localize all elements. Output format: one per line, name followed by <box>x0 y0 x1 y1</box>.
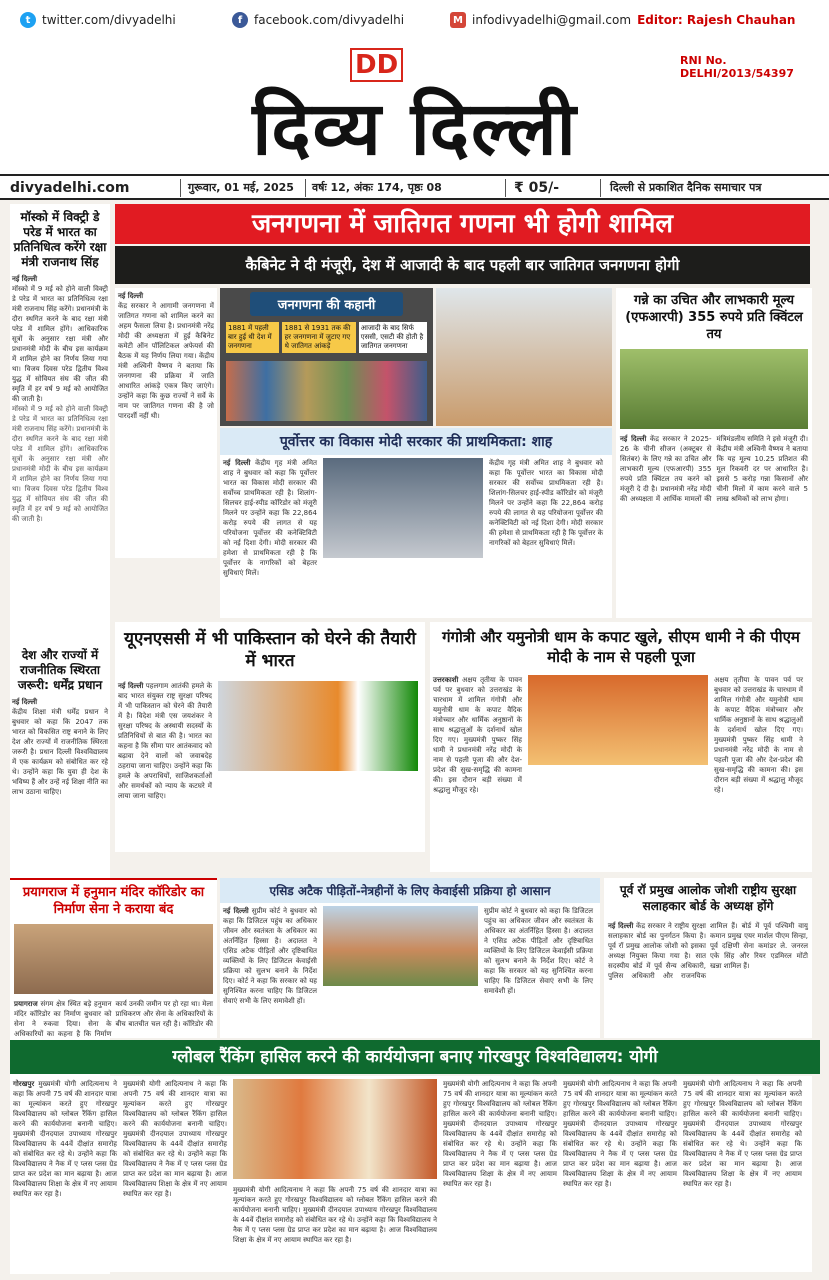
shah-body: केंद्रीय गृह मंत्री अमित शाह ने बुधवार को कहा कि पूर्वोत्तर भारत का विकास मोदी सरकार की सर्वोच्च प्राथमिकता रही है। शिलांग-सिलचर हाई-स्पीड कॉरिडोर को मंजूरी मिलने पर उन्होंने कहा कि 22,864 करोड़ रुपये की लागत से यह परियोजना पूर्वोत्तर की कनेक्टिविटी को नई दिशा देगी। मोदी सरकार की हमेशा से प्राथमिकता रही है कि पूर्वोत्तर के नागरिकों को बेहतर सुविधाएं मिलें। <box>223 459 318 577</box>
top-contact-bar <box>0 0 829 42</box>
mail-icon: M <box>450 12 466 28</box>
acid-body-cont: सुप्रीम कोर्ट ने बुधवार को कहा कि डिजिटल पहुंच का अधिकार जीवन और स्वतंत्रता के अधिकार का अंतर्निहित हिस्सा है। अदालत ने एसिड अटैक पीड़ितों और दृष्टिबाधित व्यक्तियों के लिए डिजिटल केवाईसी प्रक्रिया को सुलभ बनाने के निर्देश दिए। कोर्ट ने कहा कि सरकार को यह सुनिश्चित करना चाहिए कि डिजिटल सेवाएं सभी के लिए समावेशी हों। <box>484 907 593 995</box>
shah-dateline: नई दिल्ली <box>223 459 251 467</box>
gorakhpur-body-4: मुख्यमंत्री योगी आदित्यनाथ ने कहा कि अपनी 75 वर्ष की शानदार यात्रा का मूल्यांकन करते हुए गोरखपुर विश्वविद्यालय को ग्लोबल रैंकिंग हासिल करने की कार्ययोजना बनानी चाहिए। मुख्यमंत्री दीनदयाल उपाध्याय गोरखपुर विश्वविद्यालय के 44वें दीक्षांत समारोह को संबोधित कर रहे थे। उन्होंने कहा कि विश्वविद्यालय ने नैक में ए प्लस प्लस ग्रेड प्राप्त कर प्रदेश का मान बढ़ाया है। आज विश्वविद्यालय शिक्षा के क्षेत्र में नए आयाम स्थापित कर रहा है। <box>443 1080 557 1188</box>
price: ₹ 05/- <box>514 180 560 196</box>
modi-photo <box>436 288 612 426</box>
joshi-dateline: नई दिल्ली <box>608 922 634 930</box>
dham-puja-photo <box>528 675 708 765</box>
gorakhpur-story <box>10 1076 812 1272</box>
dham-dateline: उत्तरकाशी <box>433 676 459 684</box>
crowd-image <box>226 361 427 421</box>
sidebar-dateline-2: नई दिल्ली <box>12 698 38 706</box>
fact-2: 1881 से 1931 तक की हर जनगणना में जुटाए गए थे जातिगत आंकड़े <box>282 322 355 353</box>
twitter-icon: t <box>20 12 36 28</box>
sidebar-headline-1[interactable]: मॉस्को में विक्ट्री डे परेड में भारत का प्रतिनिधित्व करेंगे रक्षा मंत्री राजनाथ सिंह <box>13 210 107 269</box>
editor-name: Editor: Rajesh Chauhan <box>637 13 796 27</box>
unsc-dateline: नई दिल्ली <box>118 682 144 690</box>
gorakhpur-body: मुख्यमंत्री योगी आदित्यनाथ ने कहा कि अपनी 75 वर्ष की शानदार यात्रा का मूल्यांकन करते हुए गोरखपुर विश्वविद्यालय को ग्लोबल रैंकिंग हासिल करने की कार्ययोजना बनानी चाहिए। मुख्यमंत्री दीनदयाल उपाध्याय गोरखपुर विश्वविद्यालय के 44वें दीक्षांत समारोह को संबोधित कर रहे थे। उन्होंने कहा कि विश्वविद्यालय ने नैक में ए प्लस प्लस ग्रेड प्राप्त कर प्रदेश का मान बढ़ाया है। आज विश्वविद्यालय शिक्षा के क्षेत्र में नए आयाम स्थापित कर रहा है। <box>13 1080 117 1198</box>
sugarcane-dateline: नई दिल्ली <box>620 435 647 443</box>
email-contact[interactable] <box>450 12 795 28</box>
logo-dd: DD <box>350 50 403 80</box>
gorakhpur-body-2: मुख्यमंत्री योगी आदित्यनाथ ने कहा कि अपनी 75 वर्ष की शानदार यात्रा का मूल्यांकन करते हुए गोरखपुर विश्वविद्यालय को ग्लोबल रैंकिंग हासिल करने की कार्ययोजना बनानी चाहिए। मुख्यमंत्री दीनदयाल उपाध्याय गोरखपुर विश्वविद्यालय के 44वें दीक्षांत समारोह को संबोधित कर रहे थे। उन्होंने कहा कि विश्वविद्यालय ने नैक में ए प्लस प्लस ग्रेड प्राप्त कर प्रदेश का मान बढ़ाया है। आज विश्वविद्यालय शिक्षा के क्षेत्र में नए आयाम स्थापित कर रहा है। <box>123 1080 227 1198</box>
website[interactable]: divyadelhi.com <box>10 180 130 196</box>
infographic-title: जनगणना की कहानी <box>250 292 403 316</box>
lead-subheadline: कैबिनेट ने दी मंजूरी, देश में आजादी के बाद पहली बार जातिगत जनगणना होगी <box>115 246 810 284</box>
gorakhpur-body-3: मुख्यमंत्री योगी आदित्यनाथ ने कहा कि अपनी 75 वर्ष की शानदार यात्रा का मूल्यांकन करते हुए गोरखपुर विश्वविद्यालय को ग्लोबल रैंकिंग हासिल करने की कार्ययोजना बनानी चाहिए। मुख्यमंत्री दीनदयाल उपाध्याय गोरखपुर विश्वविद्यालय के 44वें दीक्षांत समारोह को संबोधित कर रहे थे। उन्होंने कहा कि विश्वविद्यालय ने नैक में ए प्लस प्लस ग्रेड प्राप्त कर प्रदेश का मान बढ़ाया है। आज विश्वविद्यालय शिक्षा के क्षेत्र में नए आयाम स्थापित कर रहा है। <box>233 1186 437 1244</box>
sidebar-body-2: केंद्रीय शिक्षा मंत्री धर्मेंद्र प्रधान ने बुधवार को कहा कि 2047 तक भारत को विकसित राष्ट्र बनाने के लिए देश और राज्यों में राजनीतिक स्थिरता जरूरी है। प्रधान दिल्ली विश्वविद्यालय में एक कार्यक्रम को संबोधित कर रहे थे। उन्होंने कहा कि युवा ही देश के भविष्य हैं और उन्हें नई शिक्षा नीति का लाभ उठाना चाहिए। <box>12 708 108 796</box>
dateline-bar <box>0 174 829 200</box>
facebook-contact[interactable] <box>232 12 404 28</box>
facebook-icon: f <box>232 12 248 28</box>
hanuman-dateline: प्रयागराज <box>14 1000 38 1008</box>
rni-number: RNI No. DELHI/2013/54397 <box>680 54 794 80</box>
email-address[interactable]: infodivyadelhi@gmail.com <box>472 13 632 27</box>
lead-dateline: नई दिल्ली <box>118 292 144 300</box>
issue-date: गुरूवार, 01 मई, 2025 <box>188 181 294 194</box>
hanuman-body: संगम क्षेत्र स्थित बड़े हनुमान मंदिर कॉरिडोर का निर्माण बुधवार को सेना ने रुकवा दिया। सेना के अधिकारियों का कहना है कि निर्माण कार्य उनकी जमीन पर हो रहा था। मेला प्राधिकरण और सेना के अधिकारियों के बीच बातचीत चल रही है। कॉरिडोर की <box>14 1000 213 1038</box>
joshi-story <box>604 878 812 1038</box>
shah-headline[interactable]: पूर्वोत्तर का विकास मोदी सरकार की प्राथमिकता: शाह <box>220 428 612 455</box>
gorakhpur-body-5: मुख्यमंत्री योगी आदित्यनाथ ने कहा कि अपनी 75 वर्ष की शानदार यात्रा का मूल्यांकन करते हुए गोरखपुर विश्वविद्यालय को ग्लोबल रैंकिंग हासिल करने की कार्ययोजना बनानी चाहिए। मुख्यमंत्री दीनदयाल उपाध्याय गोरखपुर विश्वविद्यालय के 44वें दीक्षांत समारोह को संबोधित कर रहे थे। उन्होंने कहा कि विश्वविद्यालय ने नैक में ए प्लस प्लस ग्रेड प्राप्त कर प्रदेश का मान बढ़ाया है। आज विश्वविद्यालय शिक्षा के क्षेत्र में नए आयाम स्थापित कर रहा है। <box>563 1080 677 1188</box>
fact-1: 1881 में पहली बार हुई थी देश में जनगणना <box>226 322 279 353</box>
gorakhpur-body-6: मुख्यमंत्री योगी आदित्यनाथ ने कहा कि अपनी 75 वर्ष की शानदार यात्रा का मूल्यांकन करते हुए गोरखपुर विश्वविद्यालय को ग्लोबल रैंकिंग हासिल करने की कार्ययोजना बनानी चाहिए। मुख्यमंत्री दीनदयाल उपाध्याय गोरखपुर विश्वविद्यालय के 44वें दीक्षांत समारोह को संबोधित कर रहे थे। उन्होंने कहा कि विश्वविद्यालय ने नैक में ए प्लस प्लस ग्रेड प्राप्त कर प्रदेश का मान बढ़ाया है। आज विश्वविद्यालय शिक्षा के क्षेत्र में नए आयाम स्थापित कर रहा है। <box>683 1080 802 1188</box>
convocation-photo <box>233 1079 437 1179</box>
acid-story <box>220 878 600 1038</box>
lead-headline[interactable]: जनगणना में जातिगत गणना भी होगी शामिल <box>115 204 810 244</box>
sidebar-dateline-1: नई दिल्ली <box>12 275 38 283</box>
fact-3: आजादी के बाद सिर्फ एससी, एसटी की होती है जातिगत जनगणना <box>359 322 427 353</box>
newspaper-title: दिव्य दिल्ली <box>252 86 578 172</box>
hanuman-story <box>10 878 217 1038</box>
facebook-handle[interactable]: facebook.com/divyadelhi <box>254 13 405 27</box>
sugarcane-body: केंद्र सरकार ने 2025-26 के चीनी सीजन (अक्टूबर से सितंबर) के लिए गन्ने का उचित और लाभकारी मूल्य (एफआरपी) 355 रुपये प्रति क्विंटल तय करने को मंजूरी दे दी है। प्रधानमंत्री नरेंद्र मोदी की अध्यक्षता में आर्थिक मामलों की मंत्रिमंडलीय समिति ने इसे मंजूरी दी। केंद्रीय मंत्री अश्विनी वैष्णव ने बताया कि यह मूल्य 10.25 प्रतिशत की मूल रिकवरी दर पर आधारित है। इससे 5 करोड़ गन्ना किसानों और चीनी मिलों में काम करने वाले 5 लाख श्रमिकों को लाभ होगा। <box>620 435 808 503</box>
hanuman-headline[interactable]: प्रयागराज में हनुमान मंदिर कॉरिडोर का निर्माण सेना ने कराया बंद <box>22 885 205 917</box>
sidebar-body-1-filler: मॉस्को में 9 मई को होने वाली विक्ट्री डे परेड में भारत का प्रतिनिधित्व रक्षा मंत्री राजनाथ सिंह करेंगे। प्रधानमंत्री के दौरा स्थगित करने के बाद रक्षा मंत्री परेड में शामिल होंगे। आधिकारिक सूत्रों के अनुसार रक्षा मंत्री और प्रधानमंत्री मोदी के बीच इस कार्यक्रम में शामिल होने का निर्णय लिया गया था। विजय दिवस परेड द्वितीय विश्व युद्ध में सोवियत संघ की जीत की स्मृति में हर वर्ष 9 मई को आयोजित की जाती है। <box>12 405 108 523</box>
dham-headline[interactable]: गंगोत्री और यमुनोत्री धाम के कपाट खुले, सीएम धामी ने की पीएम मोदी के नाम से पहली पूजा <box>442 628 800 666</box>
amit-shah-photo <box>323 458 483 558</box>
dham-body-cont: अक्षय तृतीया के पावन पर्व पर बुधवार को उत्तराखंड के चारधाम में शामिल गंगोत्री और यमुनोत्री धाम के कपाट वैदिक मंत्रोच्चार और धार्मिक अनुष्ठानों के साथ श्रद्धालुओं के दर्शनार्थ खोल दिए गए। मुख्यमंत्री पुष्कर सिंह धामी ने प्रधानमंत्री नरेंद्र मोदी के नाम से पहली पूजा की और देश-प्रदेश की सुख-समृद्धि की कामना की। इस दौरान बड़ी संख्या में श्रद्धालु मौजूद रहे। <box>714 676 803 794</box>
lead-story-text <box>115 288 217 558</box>
joshi-headline[interactable]: पूर्व रॉ प्रमुख आलोक जोशी राष्ट्रीय सुरक्षा सलाहकार बोर्ड के अध्यक्ष होंगे <box>619 883 797 913</box>
shah-body-cont: केंद्रीय गृह मंत्री अमित शाह ने बुधवार को कहा कि पूर्वोत्तर भारत का विकास मोदी सरकार की सर्वोच्च प्राथमिकता रही है। शिलांग-सिलचर हाई-स्पीड कॉरिडोर को मंजूरी मिलने पर उन्होंने कहा कि 22,864 करोड़ रुपये की लागत से यह परियोजना पूर्वोत्तर की कनेक्टिविटी को नई दिशा देगी। मोदी सरकार की हमेशा से प्राथमिकता रही है कि पूर्वोत्तर के नागरिकों को बेहतर सुविधाएं मिलें। <box>489 459 603 547</box>
unsc-body: पहलगाम आतंकी हमले के बाद भारत संयुक्त राष्ट्र सुरक्षा परिषद में भी पाकिस्तान को घेरने की तैयारी में है। विदेश मंत्री एस जयशंकर ने सुरक्षा परिषद के अस्थायी सदस्यों के प्रतिनिधियों से बात की है। भारत का कहना है कि सीमा पार आतंकवाद को बढ़ावा देने वालों को जवाबदेह ठहराया जाना चाहिए। उन्होंने कहा कि हमले के अपराधियों, साजिशकर्ताओं और समर्थकों को न्याय के कटघरे में लाया जाना चाहिए। <box>118 682 212 800</box>
joshi-body: केंद्र सरकार ने राष्ट्रीय सुरक्षा सलाहकार बोर्ड का पुनर्गठन किया है। पूर्व रॉ प्रमुख आलोक जोशी को इसका अध्यक्ष नियुक्त किया गया है। सात सदस्यीय बोर्ड में पूर्व सैन्य अधिकारी, पुलिस अधिकारी और राजनयिक शामिल हैं। बोर्ड में पूर्व पश्चिमी वायु कमान प्रमुख एयर मार्शल पीएम सिन्हा, पूर्व दक्षिणी सेना कमांडर ले. जनरल एके सिंह और रियर एडमिरल मोंटी खन्ना शामिल हैं। <box>608 922 808 980</box>
sidebar-headline-2[interactable]: देश और राज्यों में राजनीतिक स्थिरता जरूरी: धर्मेंद्र प्रधान <box>17 648 103 692</box>
twitter-handle[interactable]: twitter.com/divyadelhi <box>42 13 176 27</box>
sugarcane-story <box>616 288 812 618</box>
unsc-story <box>115 622 425 852</box>
supreme-court-photo <box>323 906 478 986</box>
shah-story <box>220 428 612 618</box>
issue-number: वर्षः 12, अंकः 174, पृष्ठः 08 <box>312 181 442 194</box>
sugarcane-headline[interactable]: गन्ने का उचित और लाभकारी मूल्य (एफआरपी) 355 रुपये प्रति क्विंटल तय <box>625 293 803 342</box>
unsc-headline[interactable]: यूएनएससी में भी पाकिस्तान को घेरने की तैयारी में भारत <box>124 629 416 671</box>
jaishankar-photo <box>218 681 418 771</box>
census-infographic <box>220 288 433 426</box>
gorakhpur-dateline: गोरखपुर <box>13 1080 35 1088</box>
dham-story <box>430 622 812 872</box>
acid-dateline: नई दिल्ली <box>223 907 249 915</box>
acid-body: सुप्रीम कोर्ट ने बुधवार को कहा कि डिजिटल पहुंच का अधिकार जीवन और स्वतंत्रता के अधिकार का अंतर्निहित हिस्सा है। अदालत ने एसिड अटैक पीड़ितों और दृष्टिबाधित व्यक्तियों के लिए डिजिटल केवाईसी प्रक्रिया को सुलभ बनाने के निर्देश दिए। कोर्ट ने कहा कि सरकार को यह सुनिश्चित करना चाहिए कि डिजिटल सेवाएं सभी के लिए समावेशी हों। <box>223 907 317 1005</box>
lead-body: केंद्र सरकार ने आगामी जनगणना में जातिगत गणना को शामिल करने का अहम फैसला लिया है। प्रधानमंत्री नरेंद्र मोदी की अध्यक्षता में हुई कैबिनेट कमेटी ऑन पॉलिटिकल अफेयर्स की बैठक में यह निर्णय लिया गया। केंद्रीय मंत्री अश्विनी वैष्णव ने बताया कि जनगणना की प्रक्रिया में जाति आधारित आंकड़े एकत्र किए जाएंगे। उन्होंने कहा कि कुछ राज्यों ने सर्वे के नाम पर जातिगत गणना की है जो पारदर्शी नहीं थी। <box>118 302 214 420</box>
dham-body: अक्षय तृतीया के पावन पर्व पर बुधवार को उत्तराखंड के चारधाम में शामिल गंगोत्री और यमुनोत्री धाम के कपाट वैदिक मंत्रोच्चार और धार्मिक अनुष्ठानों के साथ श्रद्धालुओं के दर्शनार्थ खोल दिए गए। मुख्यमंत्री पुष्कर सिंह धामी ने प्रधानमंत्री नरेंद्र मोदी के नाम से पहली पूजा की और देश-प्रदेश की सुख-समृद्धि की कामना की। इस दौरान बड़ी संख्या में श्रद्धालु मौजूद रहे। <box>433 676 522 794</box>
acid-headline[interactable]: एसिड अटैक पीड़ितों-नेत्रहीनों के लिए केवाईसी प्रक्रिया हो आसान <box>220 878 600 903</box>
gorakhpur-headline[interactable]: ग्लोबल रैंकिंग हासिल करने की कार्ययोजना बनाए गोरखपुर विश्वविद्यालय: योगी <box>10 1040 820 1074</box>
published-from: दिल्ली से प्रकाशित दैनिक समाचार पत्र <box>610 181 762 194</box>
corridor-photo <box>14 924 213 994</box>
twitter-contact[interactable] <box>20 12 176 28</box>
sidebar-body-1: मॉस्को में 9 मई को होने वाली विक्ट्री डे परेड में भारत का प्रतिनिधित्व रक्षा मंत्री राजनाथ सिंह करेंगे। प्रधानमंत्री के दौरा स्थगित करने के बाद रक्षा मंत्री परेड में शामिल होंगे। आधिकारिक सूत्रों के अनुसार रक्षा मंत्री और प्रधानमंत्री मोदी के बीच इस कार्यक्रम में शामिल होने का निर्णय लिया गया था। विजय दिवस परेड द्वितीय विश्व युद्ध में सोवियत संघ की जीत की स्मृति में हर वर्ष 9 मई को आयोजित की जाती है। <box>12 285 108 403</box>
sugarcane-photo <box>620 349 808 429</box>
